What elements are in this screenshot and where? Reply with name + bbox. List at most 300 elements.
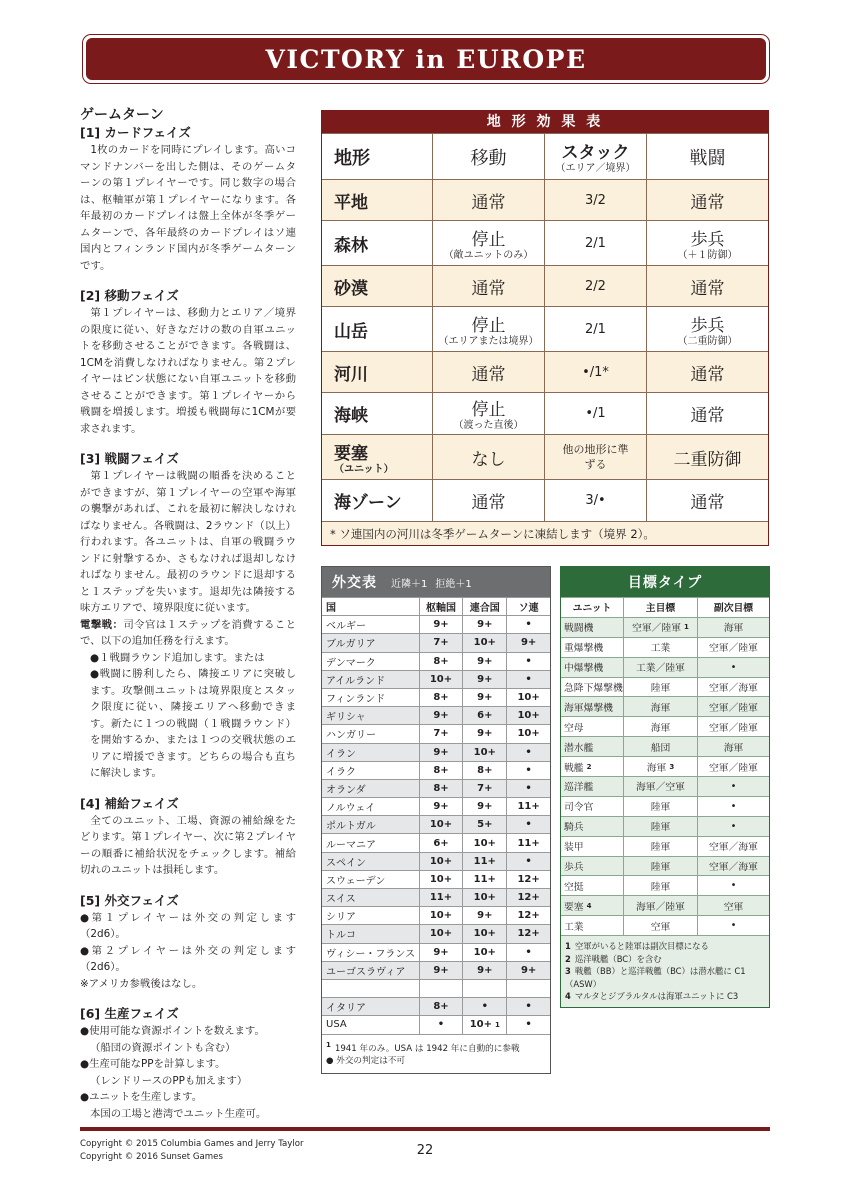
combat-value: 通常 <box>690 493 725 513</box>
diplomacy-table-title: 外交表 <box>332 575 377 591</box>
unit-name: 急降下爆撃機 <box>564 683 623 694</box>
copyright <box>80 1138 304 1164</box>
col-allies: 連合国 <box>462 598 506 615</box>
diplomacy-row <box>322 997 550 1015</box>
unit-cell <box>561 757 623 776</box>
stack-value: 2/1 <box>585 321 606 337</box>
ussr-cell: • <box>506 944 550 961</box>
move-value: 通常 <box>471 493 506 513</box>
ussr-cell: 11+ <box>506 798 550 815</box>
country-cell: スイス <box>326 894 356 906</box>
terrain-sub: （ユニット） <box>334 463 394 475</box>
terrain-table-title: 地 形 効 果 表 <box>322 111 768 133</box>
terrain-cell <box>322 393 432 434</box>
combat-cell <box>646 307 768 351</box>
primary-cell <box>623 817 697 836</box>
allies-value: 7+ <box>477 782 493 794</box>
allies-value: 10+ <box>473 892 496 904</box>
header-move: 移動 <box>432 134 544 179</box>
ussr-cell: • <box>506 816 550 833</box>
ussr-cell: 9+ <box>506 962 550 979</box>
objective-row <box>561 776 769 796</box>
stack-value: 2/1 <box>585 235 606 251</box>
axis-cell: • <box>419 1016 463 1033</box>
ussr-cell: • <box>506 744 550 761</box>
diplomacy-row <box>322 797 550 815</box>
ussr-cell: 11+ <box>506 834 550 851</box>
diplomacy-column-headers <box>322 597 550 615</box>
diplomacy-row <box>322 670 550 688</box>
terrain-cell <box>322 307 432 351</box>
objective-row <box>561 657 769 677</box>
objective-notes <box>561 935 769 1007</box>
primary-value: 陸軍 <box>650 842 671 854</box>
diplomacy-row <box>322 833 550 851</box>
primary-cell <box>623 896 697 915</box>
unit-name: 工業 <box>564 921 584 933</box>
axis-cell: 10+ <box>419 871 463 888</box>
axis-cell: 9+ <box>419 616 463 633</box>
axis-cell: 10+ <box>419 671 463 688</box>
unit-cell <box>561 837 623 856</box>
axis-cell: 8+ <box>419 689 463 706</box>
combat-cell <box>646 266 768 306</box>
footer-rule <box>80 1127 770 1131</box>
primary-cell <box>623 737 697 756</box>
objective-row <box>561 856 769 876</box>
move-cell <box>432 393 544 434</box>
blitz-paragraph <box>80 617 296 650</box>
country-cell: ブルガリア <box>326 639 376 651</box>
terrain-row <box>322 479 768 521</box>
title-banner <box>82 34 770 84</box>
production-line-3b: 本国の工場と港湾でユニット生産可。 <box>90 1107 267 1120</box>
move-value: 停止 <box>471 315 506 336</box>
axis-cell: 8+ <box>419 998 463 1015</box>
secondary-cell: 空軍／陸軍 <box>697 638 769 657</box>
objective-row <box>561 696 769 716</box>
allies-cell <box>462 980 506 997</box>
diplomacy-rows <box>322 615 550 1033</box>
unit-name: 司令官 <box>564 802 594 814</box>
move-sub: （渡った直後） <box>453 420 524 431</box>
stack-value: 他の地形に準ずる <box>562 443 629 471</box>
country-cell: ルーマニア <box>326 839 376 851</box>
stack-value: 3/• <box>585 493 606 508</box>
copyright-line-1: Copyright © 2015 Columbia Games and Jerry Taylor <box>80 1139 304 1149</box>
secondary-cell: 空軍／陸軍 <box>697 717 769 736</box>
objective-row <box>561 796 769 816</box>
axis-cell: 10+ <box>419 816 463 833</box>
ussr-cell: 10+ <box>506 689 550 706</box>
primary-value: 陸軍 <box>650 862 671 874</box>
blitz-label: 電撃戦： <box>80 618 124 631</box>
objective-row <box>561 637 769 657</box>
country-cell: ユーゴスラヴィア <box>326 966 406 978</box>
diplomacy-row <box>322 688 550 706</box>
terrain-cell <box>322 480 432 521</box>
objective-note <box>565 965 765 990</box>
move-cell <box>432 352 544 392</box>
terrain-name: 海峡 <box>334 406 368 426</box>
allies-cell <box>462 744 506 761</box>
primary-cell <box>623 876 697 895</box>
combat-cell <box>646 352 768 392</box>
objective-column-headers <box>561 597 769 617</box>
axis-cell: 8+ <box>419 762 463 779</box>
terrain-row <box>322 265 768 306</box>
diplomacy-phase-heading: [5] 外交フェイズ <box>80 892 179 908</box>
diplomacy-row <box>322 743 550 761</box>
supply-phase-text: 全てのユニット、工場、資源の補給線をたどります。第１プレイヤー、次に第２プレイヤーの順番に補給状況をチェックします。補給切れのユニットは損耗します。 <box>80 814 296 876</box>
terrain-row <box>322 179 768 220</box>
secondary-cell: 空軍 <box>697 896 769 915</box>
terrain-effects-table <box>321 110 769 546</box>
primary-value: 工業／陸軍 <box>636 663 685 675</box>
diplomacy-row <box>322 652 550 670</box>
game-turn-heading: ゲームターン <box>80 107 164 123</box>
allies-value: 11+ <box>473 873 496 885</box>
axis-cell: 10+ <box>419 853 463 870</box>
allies-value: 9+ <box>477 801 493 813</box>
diplomacy-notes <box>322 1034 550 1074</box>
primary-value: 海軍／空軍 <box>636 782 685 794</box>
unit-cell <box>561 697 623 716</box>
unit-name: 巡洋艦 <box>564 782 594 794</box>
diplomacy-row <box>322 924 550 942</box>
country-cell: ヴィシー・フランス <box>326 948 416 960</box>
terrain-cell <box>322 266 432 306</box>
objective-type-table <box>560 566 770 1008</box>
diplomacy-row <box>322 633 550 651</box>
country-cell: トルコ <box>326 930 356 942</box>
combat-phase-text: 第１プレイヤーは戦闘の順番を決めることができますが、第１プレイヤーの空軍や海軍の襲撃があれば、これを最初に解決しなければなりません。各戦闘は、2ラウンド（以上）行われます。各ユニットは、自軍の戦闘ラウンドに射撃するか、さもなければ退却しなければなりません。最初のラウンドに退却すると１ステップを失います。退却先は隣接する味方エリアで、境界限度に従います。 <box>80 470 296 614</box>
terrain-table-header <box>322 133 768 179</box>
move-cell <box>432 480 544 521</box>
diplomacy-row <box>322 706 550 724</box>
ussr-cell: 10+ <box>506 707 550 724</box>
unit-cell <box>561 857 623 876</box>
diplomacy-row <box>322 615 550 633</box>
terrain-cell <box>322 352 432 392</box>
ussr-cell: • <box>506 671 550 688</box>
allies-cell <box>462 780 506 797</box>
country-cell: フィンランド <box>326 694 386 706</box>
objective-row <box>561 816 769 836</box>
unit-name: 戦艦 <box>564 762 584 774</box>
secondary-cell: 空軍／海軍 <box>697 678 769 697</box>
combat-phase-section <box>80 450 296 782</box>
allies-cell <box>462 671 506 688</box>
combat-cell <box>646 180 768 220</box>
move-cell <box>432 307 544 351</box>
axis-cell: 10+ <box>419 907 463 924</box>
country-cell: スウェーデン <box>326 875 386 887</box>
primary-value: 陸軍 <box>650 881 671 893</box>
objective-note-number: 2 <box>565 953 571 964</box>
diplomacy-note-2: ● 外交の判定は不可 <box>326 1056 405 1067</box>
unit-name: 海軍爆撃機 <box>564 702 613 714</box>
objective-note <box>565 940 765 953</box>
allies-value: 5+ <box>477 819 493 831</box>
axis-cell: 6+ <box>419 834 463 851</box>
ussr-cell: 12+ <box>506 889 550 906</box>
axis-cell: 9+ <box>419 944 463 961</box>
unit-cell <box>561 638 623 657</box>
secondary-cell: 海軍 <box>697 618 769 637</box>
allies-value: 9+ <box>477 692 493 704</box>
objective-row <box>561 756 769 776</box>
allies-cell <box>462 616 506 633</box>
stack-cell <box>544 266 646 306</box>
header-stack <box>544 134 646 179</box>
production-line-1b: （船団の資源ポイントも含む） <box>90 1041 236 1054</box>
primary-value: 海軍 <box>650 702 671 714</box>
stack-cell <box>544 393 646 434</box>
country-cell: デンマーク <box>326 657 376 669</box>
diplomacy-row <box>322 888 550 906</box>
axis-cell: 9+ <box>419 798 463 815</box>
axis-cell <box>419 980 463 997</box>
move-value: 停止 <box>471 400 506 420</box>
terrain-name: 河川 <box>334 364 368 385</box>
objective-rows <box>561 617 769 935</box>
unit-cell <box>561 876 623 895</box>
header-stack-sub: （エリア／境界） <box>555 163 636 174</box>
objective-note-text: 空軍がいると陸軍は副次目標になる <box>574 941 709 952</box>
objective-row <box>561 836 769 856</box>
secondary-cell: • <box>697 876 769 895</box>
stack-value: 2/2 <box>585 278 606 294</box>
diplomacy-row <box>322 961 550 979</box>
diplomacy-row <box>322 1015 550 1033</box>
axis-cell: 10+ <box>419 925 463 942</box>
unit-cell <box>561 896 623 915</box>
unit-name: 重爆撃機 <box>564 643 604 655</box>
unit-cell <box>561 916 623 935</box>
primary-cell <box>623 837 697 856</box>
terrain-cell <box>322 180 432 220</box>
primary-cell <box>623 757 697 776</box>
page-number: 22 <box>416 1143 434 1158</box>
primary-value: 空軍／陸軍 <box>632 623 682 635</box>
move-value: 通常 <box>471 278 506 299</box>
allies-cell <box>462 944 506 961</box>
unit-footnote-marker: 2 <box>586 762 592 771</box>
secondary-cell: 空軍／陸軍 <box>697 697 769 716</box>
page-title: VICTORY in EUROPE <box>86 38 766 80</box>
diplomacy-row <box>322 870 550 888</box>
stack-cell <box>544 435 646 479</box>
unit-name: 戦闘機 <box>564 623 594 635</box>
allies-value: 10+ <box>473 746 496 758</box>
diplomacy-table <box>321 566 551 1074</box>
production-phase-heading: [6] 生産フェイズ <box>80 1006 179 1021</box>
primary-cell <box>623 916 697 935</box>
ussr-cell: • <box>506 616 550 633</box>
unit-name: 空母 <box>564 722 584 734</box>
objective-note-number: 1 <box>565 941 571 952</box>
game-turn-column <box>80 106 296 1135</box>
objective-row <box>561 677 769 697</box>
move-value: なし <box>471 449 506 470</box>
objective-row <box>561 875 769 895</box>
secondary-cell: • <box>697 817 769 836</box>
secondary-cell: • <box>697 777 769 796</box>
unit-cell <box>561 737 623 756</box>
allies-cell <box>462 798 506 815</box>
allies-value: 11+ <box>473 855 496 867</box>
allies-cell <box>462 762 506 779</box>
objective-note-number: 3 <box>565 966 571 977</box>
country-cell: ノルウェイ <box>326 803 376 815</box>
primary-value: 海軍 <box>650 722 671 734</box>
card-phase-text: 1枚のカードを同時にプレイします。高いコマンドナンバーを出した側は、そのゲームターンの第１プレイヤーです。同じ数字の場合は、枢軸軍が第１プレイヤーになります。各年最初のカードプレイは盤上全体が冬季ゲームターンで、各年最終のカードプレイはソ連国内とフィンランド国内が冬季ゲームターンです。 <box>80 144 296 272</box>
allies-cell <box>462 1016 506 1033</box>
objective-note-text: マルタとジブラルタルは海軍ユニットに C3 <box>574 991 739 1002</box>
move-sub: （エリアまたは境界） <box>438 335 539 347</box>
terrain-name: 森林 <box>334 235 368 256</box>
move-value: 停止 <box>471 229 506 250</box>
objective-note-text: 戦艦（BB）と巡洋戦艦（BC）は潜水艦に C1（ASW） <box>565 966 746 989</box>
ussr-cell: • <box>506 780 550 797</box>
allies-value: 9+ <box>477 964 493 976</box>
allies-cell <box>462 889 506 906</box>
diplomacy-line-3: ※アメリカ参戦後はなし。 <box>80 977 203 990</box>
objective-row <box>561 736 769 756</box>
move-cell <box>432 180 544 220</box>
diplomacy-row <box>322 979 550 997</box>
unit-cell <box>561 817 623 836</box>
allies-cell <box>462 998 506 1015</box>
allies-value: 9+ <box>477 728 493 740</box>
combat-value: 二重防御 <box>673 449 742 470</box>
primary-cell <box>623 777 697 796</box>
blitz-bullet-2: ●戦闘に勝利したら、隣接エリアに突破します。攻撃側ユニットは境界限度とスタック限度に従い、隣接エリアへ移動できます。新たに１つの戦闘（１戦闘ラウンド）を開始するか、または１つの交戦状態のエリアに増援できます。どちらの場合も直ちに解決します。 <box>90 668 296 779</box>
production-line-2: ●生産可能なPPを計算します。 <box>80 1058 226 1070</box>
combat-cell <box>646 435 768 479</box>
diplomacy-mod-neighbor: 近隣＋1 <box>391 578 428 590</box>
axis-cell: 9+ <box>419 962 463 979</box>
allies-value: 9+ <box>477 673 493 685</box>
combat-sub: （＋１防御） <box>677 249 738 261</box>
note-1-marker: 1 <box>326 1040 331 1049</box>
country-cell: ハンガリー <box>326 730 376 742</box>
allies-value: 10+ <box>473 837 496 849</box>
allies-value: 9+ <box>477 655 493 667</box>
primary-cell <box>623 797 697 816</box>
secondary-cell: 空軍／陸軍 <box>697 757 769 776</box>
ussr-cell <box>506 980 550 997</box>
allies-cell <box>462 834 506 851</box>
ussr-cell: 12+ <box>506 925 550 942</box>
production-line-1: ●使用可能な資源ポイントを数えます。 <box>80 1025 265 1037</box>
terrain-row <box>322 434 768 479</box>
diplomacy-row <box>322 761 550 779</box>
terrain-row <box>322 392 768 434</box>
allies-cell <box>462 653 506 670</box>
terrain-row <box>322 220 768 265</box>
unit-name: 潜水艦 <box>564 742 594 754</box>
secondary-cell: 海軍 <box>697 737 769 756</box>
objective-row <box>561 716 769 736</box>
move-cell <box>432 435 544 479</box>
supply-phase-heading: [4] 補給フェイズ <box>80 795 179 811</box>
stack-cell <box>544 221 646 265</box>
move-phase-heading: [2] 移動フェイズ <box>80 288 179 303</box>
terrain-name: 山岳 <box>334 321 368 342</box>
ussr-cell: • <box>506 1016 550 1033</box>
move-cell <box>432 266 544 306</box>
objective-note <box>565 953 765 966</box>
objective-row <box>561 895 769 915</box>
combat-value: 通常 <box>690 406 725 426</box>
allies-value: 10+ <box>473 928 496 940</box>
col-unit: ユニット <box>572 603 612 615</box>
usa-footnote-marker: 1 <box>495 1020 500 1029</box>
diplomacy-phase-section <box>80 892 296 993</box>
primary-cell <box>623 638 697 657</box>
col-secondary: 副次目標 <box>697 598 769 617</box>
stack-value: •/1 <box>585 406 606 421</box>
terrain-row <box>322 306 768 351</box>
ussr-cell: 12+ <box>506 907 550 924</box>
secondary-cell: 空軍／海軍 <box>697 837 769 856</box>
diplomacy-row <box>322 943 550 961</box>
country-cell: イラン <box>326 748 356 760</box>
production-line-3: ●ユニットを生産します。 <box>80 1091 203 1103</box>
allies-cell <box>462 689 506 706</box>
allies-cell <box>462 962 506 979</box>
stack-value: •/1* <box>582 364 609 380</box>
combat-phase-heading: [3] 戦闘フェイズ <box>80 451 179 466</box>
diplomacy-table-header <box>322 567 550 597</box>
primary-value: 陸軍 <box>650 802 671 814</box>
diplomacy-row <box>322 779 550 797</box>
unit-name: 装甲 <box>564 842 584 854</box>
axis-cell: 8+ <box>419 653 463 670</box>
primary-footnote-marker: 3 <box>669 762 675 771</box>
diplomacy-line-2: ●第２プレイヤーは外交の判定します（2d6）。 <box>80 944 296 973</box>
stack-cell <box>544 307 646 351</box>
stack-cell <box>544 180 646 220</box>
diplomacy-line-1: ●第１プレイヤーは外交の判定します（2d6）。 <box>80 911 296 940</box>
header-combat: 戦闘 <box>646 134 768 179</box>
supply-phase-section <box>80 795 296 879</box>
primary-value: 陸軍 <box>650 822 671 834</box>
allies-cell <box>462 634 506 651</box>
primary-value: 海軍／陸軍 <box>636 901 685 913</box>
diplomacy-row <box>322 724 550 742</box>
combat-value: 歩兵 <box>690 229 725 250</box>
unit-name: 歩兵 <box>564 862 584 874</box>
allies-cell <box>462 853 506 870</box>
objective-row <box>561 617 769 637</box>
move-value: 通常 <box>471 192 506 213</box>
allies-cell <box>462 871 506 888</box>
allies-cell <box>462 925 506 942</box>
combat-cell <box>646 221 768 265</box>
unit-name: 中爆撃機 <box>564 663 604 675</box>
unit-name: 要塞 <box>564 901 584 913</box>
production-phase-section <box>80 1005 296 1122</box>
allies-value: 10+ <box>473 946 496 958</box>
card-phase-section <box>80 124 296 274</box>
primary-value: 陸軍 <box>650 683 671 694</box>
diplomacy-mod-refusal: 拒絶＋1 <box>435 578 472 590</box>
copyright-line-2: Copyright © 2016 Sunset Games <box>80 1152 223 1162</box>
primary-value: 空軍 <box>650 921 671 933</box>
